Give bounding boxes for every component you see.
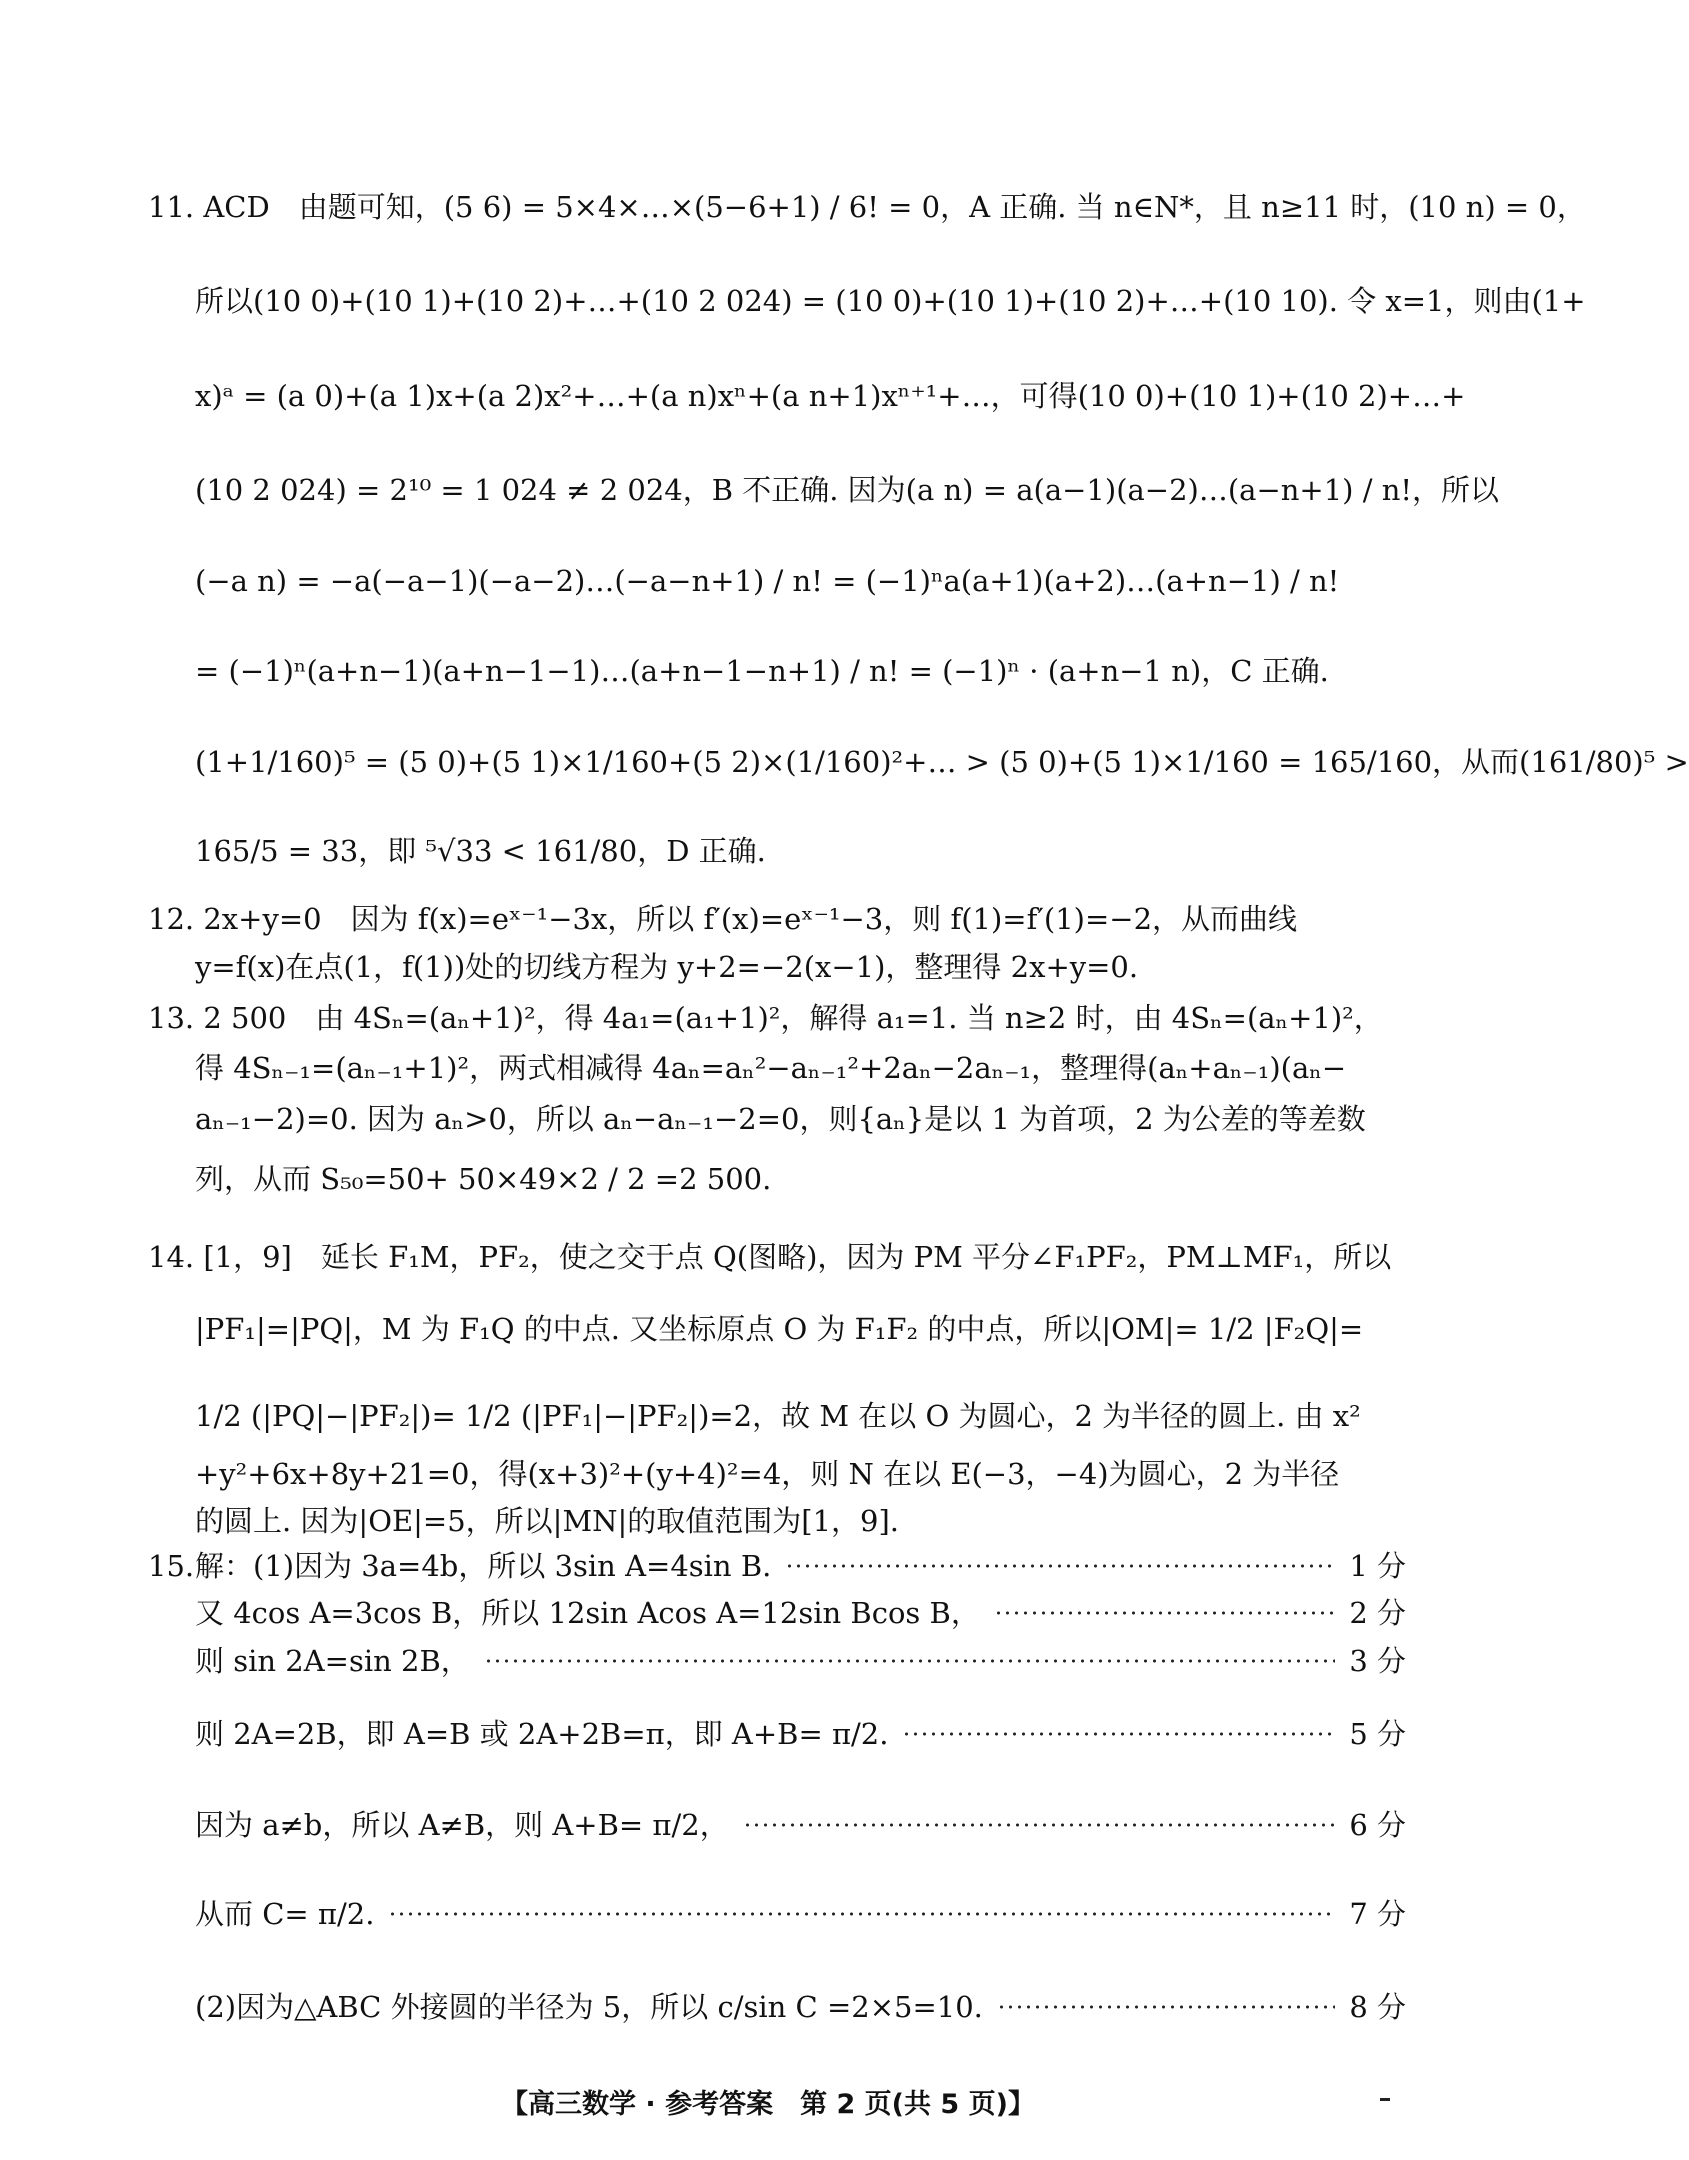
- problem-text: ACD 由题可知，(5 6) = 5×4×…×(5−6+1) / 6! = 0，A 正确. 当 n∈N*，且 n≥11 时，(10 n) = 0，: [203, 190, 1586, 224]
- leader-dots: [785, 1564, 1335, 1568]
- score-step-7: [195, 1986, 1406, 2028]
- page-footer: 【高三数学 · 参考答案 第 2 页(共 5 页)】: [501, 2089, 1035, 2120]
- step-text: 则 sin 2A=sin 2B，: [195, 1644, 470, 1678]
- problem-text: 2x+y=0 因为 f(x)=eˣ⁻¹−3x，所以 f′(x)=eˣ⁻¹−3，则 f(1)=f′(1)=−2，从而曲线: [203, 902, 1298, 936]
- problem-12-line-2: y=f(x)在点(1，f(1))处的切线方程为 y+2=−2(x−1)，整理得 2x+y=0.: [195, 950, 1139, 984]
- score-step-4: [195, 1713, 1406, 1755]
- step-points: 6 分: [1349, 1808, 1406, 1842]
- score-step-6: [195, 1893, 1406, 1935]
- leader-dots: [994, 1611, 1336, 1615]
- step-points: 1 分: [1349, 1549, 1406, 1583]
- problem-number: 13.: [148, 1001, 195, 1035]
- problem-13-line-4: 列，从而 S₅₀=50+ 50×49×2 / 2 =2 500.: [195, 1162, 772, 1196]
- problem-11-line-7: (1+1/160)⁵ = (5 0)+(5 1)×1/160+(5 2)×(1/160)²+… > (5 0)+(5 1)×1/160 = 165/160，从而(161/80)⁵ >: [195, 745, 1689, 779]
- step-text: (2)因为△ABC 外接圆的半径为 5，所以 c/sin C =2×5=10.: [195, 1990, 983, 2024]
- problem-15-number: 15.: [148, 1549, 195, 1583]
- problem-14-line-3: 1/2 (|PQ|−|PF₂|)= 1/2 (|PF₁|−|PF₂|)=2，故 M 在以 O 为圆心，2 为半径的圆上. 由 x²: [195, 1399, 1361, 1433]
- problem-11-line-5: (−a n) = −a(−a−1)(−a−2)…(−a−n+1) / n! = (−1)ⁿa(a+1)(a+2)…(a+n−1) / n!: [195, 564, 1340, 598]
- score-step-1: [195, 1545, 1406, 1587]
- problem-14-line-2: |PF₁|=|PQ|，M 为 F₁Q 的中点. 又坐标原点 O 为 F₁F₂ 的中点，所以|OM|= 1/2 |F₂Q|=: [195, 1312, 1364, 1346]
- problem-13-line-2: 得 4Sₙ₋₁=(aₙ₋₁+1)²，两式相减得 4aₙ=aₙ²−aₙ₋₁²+2aₙ−2aₙ₋₁，整理得(aₙ+aₙ₋₁)(aₙ−: [195, 1051, 1347, 1085]
- leader-dots: [484, 1659, 1336, 1663]
- problem-number: 14.: [148, 1240, 195, 1274]
- step-text: 解：(1)因为 3a=4b，所以 3sin A=4sin B.: [195, 1549, 772, 1583]
- problem-12-line-1: [148, 898, 1406, 940]
- step-text: 从而 C= π/2.: [195, 1897, 375, 1931]
- step-points: 2 分: [1349, 1596, 1406, 1630]
- problem-text: [1，9] 延长 F₁M，PF₂，使之交于点 Q(图略)，因为 PM 平分∠F₁PF₂，PM⊥MF₁，所以: [203, 1240, 1392, 1274]
- problem-11-line-8: 165/5 = 33，即 ⁵√33 < 161/80，D 正确.: [195, 834, 766, 868]
- problem-11-line-6: = (−1)ⁿ(a+n−1)(a+n−1−1)…(a+n−1−n+1) / n! = (−1)ⁿ · (a+n−1 n)，C 正确.: [195, 654, 1329, 688]
- problem-11-line-1: [148, 186, 1586, 228]
- leader-dots: [743, 1823, 1336, 1827]
- corner-mark: [1380, 2098, 1390, 2101]
- step-points: 8 分: [1349, 1990, 1406, 2024]
- leader-dots: [388, 1912, 1335, 1916]
- problem-14-line-5: 的圆上. 因为|OE|=5，所以|MN|的取值范围为[1，9].: [195, 1504, 900, 1538]
- problem-11-line-4: (10 2 024) = 2¹⁰ = 1 024 ≠ 2 024，B 不正确. 因为(a n) = a(a−1)(a−2)…(a−n+1) / n!，所以: [195, 473, 1500, 507]
- leader-dots: [997, 2005, 1335, 2009]
- problem-13-line-3: aₙ₋₁−2)=0. 因为 aₙ>0，所以 aₙ−aₙ₋₁−2=0，则{aₙ}是以 1 为首项，2 为公差的等差数: [195, 1102, 1366, 1136]
- problem-11-line-3: x)ᵃ = (a 0)+(a 1)x+(a 2)x²+…+(a n)xⁿ+(a n+1)xⁿ⁺¹+…，可得(10 0)+(10 1)+(10 2)+…+: [195, 379, 1466, 413]
- problem-number: 11.: [148, 190, 195, 224]
- step-text: 又 4cos A=3cos B，所以 12sin Acos A=12sin Bcos B，: [195, 1596, 980, 1630]
- problem-13-line-1: [148, 997, 1406, 1039]
- problem-14-line-4: +y²+6x+8y+21=0，得(x+3)²+(y+4)²=4，则 N 在以 E(−3，−4)为圆心，2 为半径: [195, 1457, 1340, 1491]
- step-points: 5 分: [1349, 1717, 1406, 1751]
- problem-number: 12.: [148, 902, 195, 936]
- problem-11-line-2: 所以(10 0)+(10 1)+(10 2)+…+(10 2 024) = (10 0)+(10 1)+(10 2)+…+(10 10). 令 x=1，则由(1+: [195, 284, 1586, 318]
- step-points: 3 分: [1349, 1644, 1406, 1678]
- score-step-2: [195, 1592, 1406, 1634]
- score-step-5: [195, 1804, 1406, 1846]
- score-step-3: [195, 1640, 1406, 1682]
- step-points: 7 分: [1349, 1897, 1406, 1931]
- problem-14-line-1: [148, 1236, 1406, 1278]
- problem-text: 2 500 由 4Sₙ=(aₙ+1)²，得 4a₁=(a₁+1)²，解得 a₁=1. 当 n≥2 时，由 4Sₙ=(aₙ+1)²，: [203, 1001, 1383, 1035]
- step-text: 则 2A=2B，即 A=B 或 2A+2B=π，即 A+B= π/2.: [195, 1717, 889, 1751]
- leader-dots: [902, 1732, 1335, 1736]
- step-text: 因为 a≠b，所以 A≠B，则 A+B= π/2，: [195, 1808, 729, 1842]
